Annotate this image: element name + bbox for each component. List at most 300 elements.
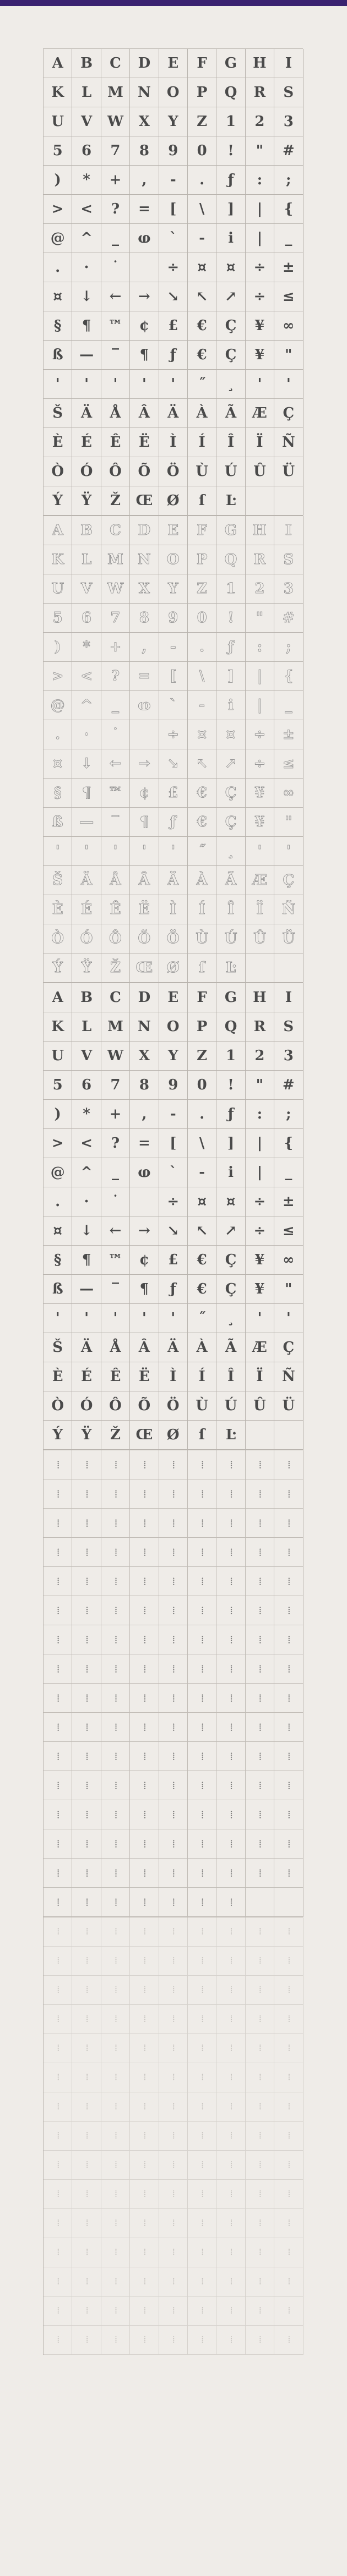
glyph-cell: | (246, 195, 274, 224)
glyph-cell: * (72, 1100, 101, 1129)
glyph-cell: ¤ (188, 720, 216, 749)
glyph-cell: ⁞ (159, 1713, 188, 1742)
glyph-cell: , (130, 633, 159, 662)
glyph-cell: Ù (188, 924, 216, 953)
glyph-cell: ⁞ (246, 1947, 274, 1976)
glyph-cell: ⁞ (72, 1567, 101, 1596)
glyph-cell: Ŀ (216, 1421, 245, 1450)
glyph-cell: ÷ (159, 1187, 188, 1216)
glyph-cell: · (72, 720, 101, 749)
glyph-cell: ⁞ (44, 1742, 72, 1771)
glyph-cell: 7 (101, 136, 130, 166)
glyph-cell: ⁞ (101, 2151, 130, 2180)
glyph-cell: ⁞ (159, 2209, 188, 2238)
glyph-cell: 3 (274, 1042, 303, 1071)
glyph-cell: O (159, 545, 188, 574)
glyph-cell: ⁞ (72, 2034, 101, 2063)
glyph-cell: ⁞ (246, 1917, 274, 1947)
glyph-cell: ¸ (216, 837, 245, 866)
glyph-cell: ˙ (101, 1187, 130, 1216)
glyph-cell: ⁞ (188, 1625, 216, 1654)
glyph-cell: Ë (130, 895, 159, 924)
glyph-cell: ⁞ (159, 1859, 188, 1888)
glyph-cell: Š (44, 399, 72, 428)
glyph-cell: ÷ (246, 749, 274, 779)
glyph-cell: Î (216, 1362, 245, 1391)
glyph-cell: G (216, 49, 245, 78)
glyph-cell: ƒ (159, 1275, 188, 1304)
glyph-cell: ¥ (246, 1246, 274, 1275)
glyph-cell: ⁞ (246, 1742, 274, 1771)
glyph-cell: ⁞ (159, 1625, 188, 1654)
glyph-cell: Y (159, 1042, 188, 1071)
glyph-cell (274, 953, 303, 983)
glyph-cell: ¶ (72, 311, 101, 341)
glyph-cell: I (274, 49, 303, 78)
glyph-cell: ⁞ (246, 1654, 274, 1684)
glyph-cell: ⁞ (188, 2005, 216, 2034)
glyph-cell: Š (44, 866, 72, 895)
glyph-cell: Ñ (274, 895, 303, 924)
glyph-cell: ⁞ (101, 1625, 130, 1654)
glyph-cell: ¥ (246, 779, 274, 808)
glyph-cell: ' (72, 370, 101, 399)
glyph-cell: ⁞ (246, 2267, 274, 2297)
glyph-cell: Ú (216, 924, 245, 953)
glyph-cell: ' (246, 837, 274, 866)
glyph-cell: Û (246, 457, 274, 486)
glyph-cell: ⁞ (246, 1479, 274, 1509)
glyph-cell: ⁞ (72, 1625, 101, 1654)
glyph-cell: ⁞ (188, 1917, 216, 1947)
glyph-cell: ⁞ (246, 1713, 274, 1742)
glyph-cell: H (246, 983, 274, 1012)
glyph-cell: ; (274, 633, 303, 662)
glyph-cell: ⁞ (72, 1771, 101, 1800)
glyph-cell: ¶ (130, 808, 159, 837)
glyph-cell: M (101, 78, 130, 107)
glyph-cell: ¥ (246, 311, 274, 341)
glyph-cell: ⁞ (159, 1538, 188, 1567)
glyph-cell: ß (44, 808, 72, 837)
glyph-cell: ] (216, 195, 245, 224)
glyph-cell: È (44, 895, 72, 924)
glyph-cell: ⁞ (44, 1976, 72, 2005)
glyph-cell: ⁞ (101, 1567, 130, 1596)
glyph-cell: Ä (72, 866, 101, 895)
glyph-cell: ¶ (72, 779, 101, 808)
glyph-cell: ⁞ (101, 1479, 130, 1509)
glyph-cell: ↓ (72, 282, 101, 311)
glyph-cell: ƒ (216, 1100, 245, 1129)
glyph-cell: Z (188, 574, 216, 604)
glyph-cell: ⁞ (246, 1509, 274, 1538)
glyph-cell: ⁞ (44, 2122, 72, 2151)
glyph-cell: ⁞ (274, 1625, 303, 1654)
glyph-cell: ⁞ (130, 2326, 159, 2355)
glyph-cell: ⁞ (216, 2180, 245, 2209)
glyph-cell: ' (246, 1304, 274, 1333)
glyph-cell: Ó (72, 457, 101, 486)
glyph-cell: ⁞ (159, 1509, 188, 1538)
glyph-cell: ) (44, 633, 72, 662)
glyph-cell: Ú (216, 457, 245, 486)
glyph-cell: C (101, 516, 130, 545)
glyph-cell: 5 (44, 604, 72, 633)
glyph-cell: £ (159, 311, 188, 341)
glyph-cell: + (101, 633, 130, 662)
glyph-cell: W (101, 574, 130, 604)
glyph-cell: ⁞ (72, 2209, 101, 2238)
glyph-cell: i (216, 224, 245, 253)
glyph-cell: ⁞ (216, 1976, 245, 2005)
glyph-cell: I (274, 516, 303, 545)
glyph-cell: ⁞ (130, 2034, 159, 2063)
glyph-cell: F (188, 516, 216, 545)
glyph-cell: ⁞ (188, 2151, 216, 2180)
glyph-cell: 1 (216, 107, 245, 136)
glyph-cell: B (72, 983, 101, 1012)
glyph-cell: ⱷ (130, 224, 159, 253)
glyph-cell: " (246, 1071, 274, 1100)
glyph-cell: ⁞ (216, 2034, 245, 2063)
glyph-cell: Ê (101, 428, 130, 457)
glyph-cell: ⁞ (44, 1538, 72, 1567)
glyph-cell: ⁞ (216, 2092, 245, 2122)
glyph-cell: Ï (246, 895, 274, 924)
glyph-cell: ⁞ (101, 1800, 130, 1829)
glyph-cell: ⁞ (216, 2209, 245, 2238)
glyph-cell: \ (188, 1129, 216, 1158)
glyph-cell: U (44, 1042, 72, 1071)
glyph-cell: ' (130, 1304, 159, 1333)
glyph-cell: Ü (274, 457, 303, 486)
glyph-cell: ⁞ (216, 1625, 245, 1654)
glyph-cell: Â (130, 399, 159, 428)
glyph-cell: ⁞ (44, 1800, 72, 1829)
glyph-cell: U (44, 107, 72, 136)
glyph-cell: 1 (216, 574, 245, 604)
glyph-cell: C (101, 49, 130, 78)
glyph-cell: ⁞ (130, 1479, 159, 1509)
glyph-cell: ⁞ (159, 1947, 188, 1976)
glyph-cell: [ (159, 1129, 188, 1158)
glyph-cell: ' (130, 837, 159, 866)
glyph-cell: ſ (188, 486, 216, 516)
glyph-cell: ⁞ (101, 1713, 130, 1742)
glyph-cell: M (101, 545, 130, 574)
glyph-cell: ⁞ (159, 1742, 188, 1771)
glyph-cell: € (188, 779, 216, 808)
glyph-cell: ↖ (188, 1216, 216, 1246)
glyph-cell: Q (216, 78, 245, 107)
glyph-cell: O (159, 78, 188, 107)
glyph-cell: ⁞ (216, 2005, 245, 2034)
glyph-cell (274, 486, 303, 516)
glyph-cell: ⁞ (274, 2209, 303, 2238)
glyph-grid-dotted-1 (43, 1450, 303, 1917)
glyph-cell: ⁞ (274, 2005, 303, 2034)
glyph-cell: V (72, 1042, 101, 1071)
glyph-cell: H (246, 516, 274, 545)
glyph-cell: ⁞ (188, 1742, 216, 1771)
glyph-cell: ƒ (216, 633, 245, 662)
glyph-cell: ⁞ (72, 1947, 101, 1976)
glyph-cell: ! (216, 604, 245, 633)
glyph-cell: 5 (44, 1071, 72, 1100)
glyph-cell: ⁞ (216, 1888, 245, 1917)
glyph-cell: K (44, 1012, 72, 1042)
glyph-cell: ™ (101, 311, 130, 341)
glyph-cell: ⁞ (72, 1654, 101, 1684)
glyph-cell: 2 (246, 107, 274, 136)
glyph-cell: Ò (44, 1391, 72, 1421)
glyph-cell: Õ (130, 924, 159, 953)
glyph-cell: ⁞ (44, 2005, 72, 2034)
glyph-cell: ] (216, 662, 245, 691)
glyph-cell: D (130, 516, 159, 545)
glyph-cell: . (44, 1187, 72, 1216)
glyph-cell: ß (44, 1275, 72, 1304)
glyph-cell: ⁞ (216, 2151, 245, 2180)
glyph-cell: ⁞ (216, 1917, 245, 1947)
glyph-cell: ' (159, 837, 188, 866)
glyph-cell: ⁞ (101, 1947, 130, 1976)
glyph-cell: ß (44, 341, 72, 370)
glyph-cell: 0 (188, 1071, 216, 1100)
glyph-cell: ⁞ (188, 1888, 216, 1917)
glyph-cell: ⁞ (188, 1567, 216, 1596)
glyph-cell: ⁞ (44, 1888, 72, 1917)
glyph-cell: . (188, 166, 216, 195)
glyph-cell: ⁞ (130, 2005, 159, 2034)
glyph-cell: ' (101, 1304, 130, 1333)
glyph-cell: ⁞ (101, 2326, 130, 2355)
glyph-cell: ⁞ (159, 1684, 188, 1713)
glyph-cell: Â (130, 866, 159, 895)
glyph-cell: ⁞ (246, 2063, 274, 2092)
glyph-cell: ⁞ (216, 1596, 245, 1625)
glyph-cell: Ç (274, 1333, 303, 1362)
glyph-cell: ∞ (274, 311, 303, 341)
glyph-cell: ? (101, 1129, 130, 1158)
glyph-cell: V (72, 107, 101, 136)
glyph-cell: ⁞ (44, 1771, 72, 1800)
glyph-cell: ⁞ (274, 1567, 303, 1596)
glyph-cell: . (44, 253, 72, 282)
glyph-grid-ghost-1 (43, 1917, 303, 2355)
glyph-cell: P (188, 1012, 216, 1042)
glyph-cell: * (72, 633, 101, 662)
glyph-cell: S (274, 545, 303, 574)
glyph-cell: N (130, 78, 159, 107)
glyph-cell: ⁞ (216, 1771, 245, 1800)
glyph-cell: ÷ (159, 253, 188, 282)
glyph-cell: ⁞ (246, 1800, 274, 1829)
glyph-cell: ← (101, 282, 130, 311)
glyph-cell: ⁞ (72, 1713, 101, 1742)
glyph-cell: ⁞ (130, 2267, 159, 2297)
glyph-cell: ⁞ (216, 1829, 245, 1859)
glyph-cell: ⁞ (101, 2063, 130, 2092)
glyph-cell: ⁞ (246, 1829, 274, 1859)
glyph-cell: ⁞ (44, 2180, 72, 2209)
top-accent-bar (0, 0, 347, 6)
glyph-cell: ± (274, 1187, 303, 1216)
glyph-cell: ' (274, 370, 303, 399)
glyph-cell: ' (101, 837, 130, 866)
glyph-cell: ⁞ (159, 1567, 188, 1596)
glyph-cell: ⁞ (188, 2238, 216, 2267)
glyph-cell: ſ (188, 953, 216, 983)
glyph-cell: ⁞ (274, 1976, 303, 2005)
glyph-cell: ⁞ (188, 2209, 216, 2238)
glyph-cell: ± (274, 720, 303, 749)
glyph-cell: ¸ (216, 1304, 245, 1333)
glyph-cell: ⁞ (72, 2297, 101, 2326)
glyph-cell: > (44, 662, 72, 691)
glyph-cell: ¢ (130, 311, 159, 341)
glyph-cell: ⁞ (130, 2122, 159, 2151)
glyph-cell: ⁞ (72, 2151, 101, 2180)
glyph-cell: £ (159, 779, 188, 808)
glyph-cell: = (130, 1129, 159, 1158)
glyph-cell: Ý (44, 486, 72, 516)
glyph-cell: ⁞ (274, 1538, 303, 1567)
glyph-cell: ⁞ (72, 1888, 101, 1917)
glyph-cell: ¥ (246, 341, 274, 370)
glyph-cell: R (246, 1012, 274, 1042)
glyph-cell: ⁞ (72, 1917, 101, 1947)
glyph-cell: ⁞ (130, 1859, 159, 1888)
glyph-cell: ⁞ (246, 1538, 274, 1567)
glyph-cell: ¤ (44, 282, 72, 311)
glyph-cell: Ì (159, 895, 188, 924)
glyph-cell: Y (159, 107, 188, 136)
glyph-cell: § (44, 1246, 72, 1275)
glyph-cell: Ç (216, 779, 245, 808)
glyph-cell: \ (188, 195, 216, 224)
glyph-cell: 7 (101, 1071, 130, 1100)
glyph-cell: ⁞ (274, 1947, 303, 1976)
glyph-cell: Š (44, 1333, 72, 1362)
glyph-cell: ⁞ (188, 1829, 216, 1859)
glyph-cell: ← (101, 749, 130, 779)
glyph-cell: ± (274, 253, 303, 282)
glyph-cell: ` (159, 1158, 188, 1187)
glyph-cell: ⁞ (274, 1654, 303, 1684)
glyph-cell: Ã (216, 1333, 245, 1362)
glyph-cell: P (188, 545, 216, 574)
glyph-cell: ? (101, 195, 130, 224)
glyph-cell: ; (274, 1100, 303, 1129)
glyph-cell: F (188, 983, 216, 1012)
glyph-cell: L (72, 1012, 101, 1042)
glyph-cell: ' (246, 370, 274, 399)
glyph-cell: H (246, 49, 274, 78)
glyph-cell (130, 253, 159, 282)
glyph-cell: ⁞ (44, 1450, 72, 1479)
glyph-cell: ¤ (216, 253, 245, 282)
glyph-cell: Ü (274, 1391, 303, 1421)
glyph-cell: ÷ (246, 1187, 274, 1216)
glyph-cell: G (216, 516, 245, 545)
glyph-cell: ⁞ (246, 1684, 274, 1713)
glyph-cell: 9 (159, 604, 188, 633)
glyph-cell: > (44, 195, 72, 224)
glyph-cell: € (188, 311, 216, 341)
glyph-cell: Ä (159, 399, 188, 428)
glyph-cell: | (246, 1158, 274, 1187)
glyph-cell: ⁞ (44, 1596, 72, 1625)
glyph-cell: ⁞ (130, 1450, 159, 1479)
glyph-cell: ⁞ (101, 2267, 130, 2297)
glyph-cell: ⁞ (216, 1567, 245, 1596)
glyph-cell (246, 953, 274, 983)
glyph-cell: Ä (159, 866, 188, 895)
glyph-cell: ' (159, 1304, 188, 1333)
glyph-cell: ſ (188, 1421, 216, 1450)
glyph-cell: = (130, 662, 159, 691)
glyph-cell: ⁞ (130, 1917, 159, 1947)
glyph-cell: ⁞ (159, 2092, 188, 2122)
glyph-cell: Ê (101, 895, 130, 924)
glyph-cell: > (44, 1129, 72, 1158)
glyph-cell: D (130, 983, 159, 1012)
glyph-cell: ' (44, 837, 72, 866)
glyph-cell: ⁞ (101, 1742, 130, 1771)
glyph-grid-solid-2 (43, 983, 303, 1450)
glyph-cell: - (159, 1100, 188, 1129)
glyph-cell: ™ (101, 779, 130, 808)
glyph-cell: ⁞ (216, 1654, 245, 1684)
glyph-cell: : (246, 633, 274, 662)
glyph-cell: ⁞ (274, 2267, 303, 2297)
glyph-cell: ≤ (274, 282, 303, 311)
glyph-cell: ⁞ (246, 2297, 274, 2326)
glyph-cell: ^ (72, 1158, 101, 1187)
glyph-cell: ⁞ (216, 1947, 245, 1976)
glyph-cell: ' (72, 837, 101, 866)
glyph-cell: Ë (130, 1362, 159, 1391)
glyph-cell: ⁞ (101, 1450, 130, 1479)
glyph-cell: ˝ (188, 837, 216, 866)
glyph-cell: ¶ (130, 341, 159, 370)
glyph-cell: ƒ (216, 166, 245, 195)
glyph-cell: ⁞ (72, 1596, 101, 1625)
glyph-cell: B (72, 49, 101, 78)
glyph-cell: ^ (72, 691, 101, 720)
glyph-cell: M (101, 1012, 130, 1042)
glyph-cell: È (44, 1362, 72, 1391)
glyph-cell: ⁞ (188, 1771, 216, 1800)
glyph-cell: _ (101, 224, 130, 253)
glyph-cell: 1 (216, 1042, 245, 1071)
glyph-cell: ⁞ (130, 1509, 159, 1538)
glyph-cell: ⁞ (216, 2238, 245, 2267)
glyph-cell: Ç (216, 1275, 245, 1304)
glyph-cell: ⁞ (130, 1596, 159, 1625)
glyph-cell: ⁞ (159, 2063, 188, 2092)
glyph-cell: ⁞ (246, 1976, 274, 2005)
glyph-cell: ÷ (246, 720, 274, 749)
glyph-cell: ⁞ (44, 2297, 72, 2326)
glyph-cell: ⁞ (44, 1829, 72, 1859)
glyph-cell: + (101, 166, 130, 195)
glyph-cell: , (130, 166, 159, 195)
glyph-cell: ⁞ (246, 2122, 274, 2151)
glyph-cell: É (72, 1362, 101, 1391)
